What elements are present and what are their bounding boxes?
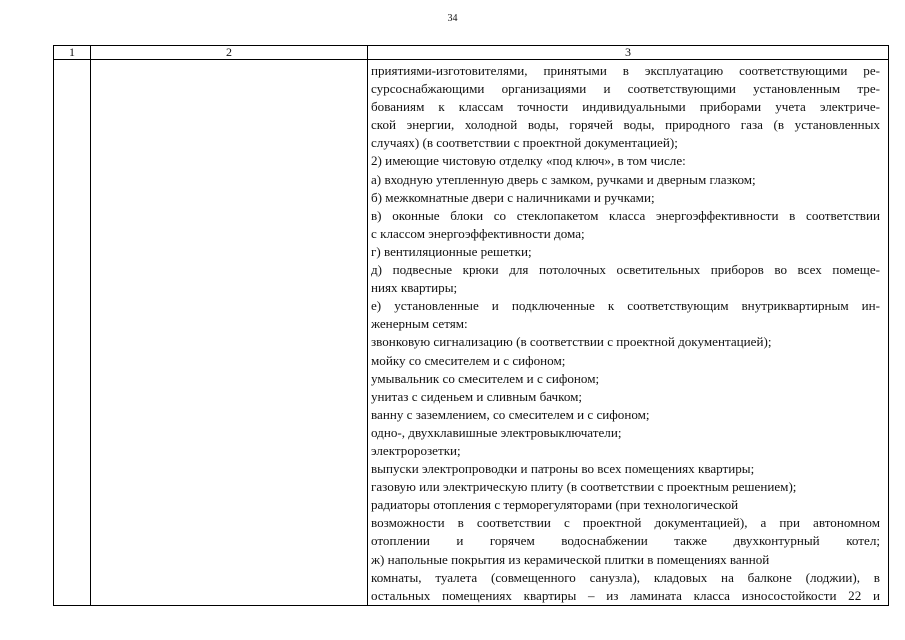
text-line: бованиям к классам точности индивидуальными приборами учета электриче- [371, 99, 880, 115]
column-header-2: 2 [91, 46, 368, 60]
text-line: электророзетки; [371, 442, 461, 458]
text-line: звонковую сигнализацию (в соответствии с проектной документацией); [371, 334, 772, 350]
text-line: б) межкомнатные двери с наличниками и ручками; [371, 189, 655, 205]
text-line: а) входную утепленную дверь с замком, ручками и дверным глазком; [371, 171, 756, 187]
text-line: случаях) (в соответствии с проектной документацией); [371, 135, 678, 151]
table-header-row [54, 46, 889, 60]
text-line: ж) напольные покрытия из керамической плитки в помещениях ванной [371, 551, 770, 567]
text-line: унитаз с сиденьем и сливным бачком; [371, 388, 583, 404]
text-line: 2) имеющие чистовую отделку «под ключ», в том числе: [371, 153, 686, 169]
cell-column-2 [91, 60, 368, 606]
text-line: сурсоснабжающими организациями и соответствующими установленным тре- [371, 81, 880, 97]
text-line: радиаторы отопления с терморегуляторами (при технологической [371, 497, 739, 513]
cell-column-3 [368, 60, 889, 606]
text-line: г) вентиляционные решетки; [371, 243, 532, 259]
text-line: женерным сетям: [371, 316, 468, 332]
text-line: приятиями-изготовителями, принятыми в эксплуатацию соответствующими ре- [371, 63, 880, 78]
document-table [53, 45, 889, 606]
text-line: отоплении и горячем водоснабжении также двухконтурный котел; [371, 533, 880, 549]
text-line: остальных помещениях квартиры – из ламината класса износостойкости 22 и [371, 587, 880, 603]
text-line: газовую или электрическую плиту (в соответствии с проектным решением); [371, 479, 797, 495]
text-line: д) подвесные крюки для потолочных осветительных приборов во всех помеще- [371, 262, 880, 278]
text-line: умывальник со смесителем и с сифоном; [371, 370, 600, 386]
text-line: выпуски электропроводки и патроны во всех помещениях квартиры; [371, 461, 755, 477]
text-line: мойку со смесителем и с сифоном; [371, 352, 566, 368]
text-lines [368, 60, 888, 605]
table-content-row [54, 60, 889, 606]
text-line: е) установленные и подключенные к соответствующим внутриквартирным ин- [371, 298, 880, 314]
column-header-1: 1 [54, 46, 91, 60]
text-line: ванну с заземлением, со смесителем и с сифоном; [371, 406, 650, 422]
text-line: ской энергии, холодной воды, горячей воды, природного газа (в установленных [371, 117, 880, 133]
text-line: возможности в соответствии с проектной документацией), а при автономном [371, 515, 880, 531]
cell-column-1 [54, 60, 91, 606]
text-line: в) оконные блоки со стеклопакетом класса энергоэффективности в соответствии [371, 207, 880, 223]
text-line: комнаты, туалета (совмещенного санузла), кладовых на балконе (лоджии), в [371, 569, 880, 585]
column-header-3: 3 [368, 46, 889, 60]
page-number: 34 [447, 13, 458, 24]
text-line: с классом энергоэффективности дома; [371, 225, 585, 241]
text-line: одно-, двухклавишные электровыключатели; [371, 424, 622, 440]
text-line: ниях квартиры; [371, 280, 458, 296]
